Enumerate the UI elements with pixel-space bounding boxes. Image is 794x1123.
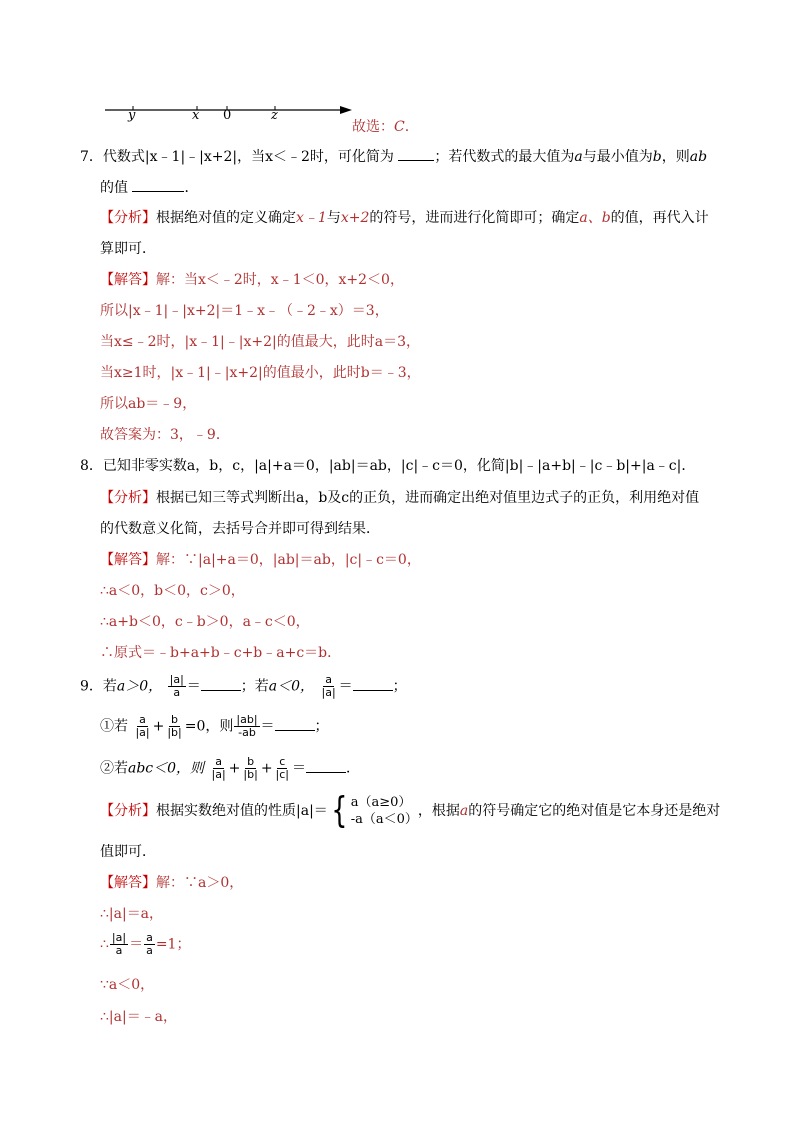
q7-solution-3: 当x≤﹣2时，|x﹣1|﹣|x+2|的值最大，此时a＝3， [100, 334, 420, 350]
q9-p1-semicolon: ； [314, 718, 329, 735]
q9-a-pos: a＞0， [116, 678, 163, 695]
q7-analysis1-c: 与 [326, 210, 341, 226]
number-line [100, 100, 360, 130]
frac-num: |ab| [236, 713, 258, 726]
q7-analysis-1 [100, 208, 709, 230]
q9-sol1: 解：∵a＞0， [156, 875, 244, 891]
frac-num: |a| [169, 673, 184, 686]
q7-analysis1-e: 的符号，进而进行化简即可；确定 [369, 210, 580, 226]
q9-if: 若 [102, 678, 117, 695]
q9-p2-frac2 [241, 756, 259, 781]
q9-p2-plus-1: + [228, 760, 241, 777]
q7-line2-a: 的值 [100, 180, 128, 196]
frac-num: a [325, 673, 332, 686]
q7-stem [80, 146, 707, 168]
frac-den: |b| [167, 726, 182, 739]
q9-analysis1-var: a [459, 803, 469, 819]
q7-number: 7． [80, 149, 103, 165]
number-line-answer [352, 117, 409, 139]
q8-number: 8． [80, 458, 103, 474]
q8-stem [80, 456, 695, 478]
q8-analysis-2: 的代数意义化简，去括号合并即可得到结果． [100, 521, 380, 537]
frac-num: a [139, 713, 146, 726]
q9-p2-blank [306, 758, 346, 773]
q9-eq-2: ＝ [338, 678, 353, 695]
piecewise-cases [351, 794, 418, 828]
q9-p1-frac2 [165, 714, 183, 739]
q7-stem-b: ；若代数式的最大值为 [434, 149, 575, 165]
q9-analysis-tag: 【分析】 [100, 803, 156, 819]
q9-analysis1-c: 的符号确定它的绝对值是它本身还是绝对 [468, 803, 721, 819]
q9-part2 [100, 756, 360, 788]
q7-solution-2: 所以|x﹣1|﹣|x+2|＝1﹣x﹣（﹣2﹣x）＝3， [100, 303, 389, 319]
q9-solution-4: ∵a＜0， [100, 977, 155, 993]
q9-p2-plus-2: + [260, 760, 273, 777]
q9-p2-eq: ＝ [292, 760, 307, 777]
q9-sol3-eq: ＝ [129, 936, 144, 953]
q9-sol3-frac1 [110, 932, 128, 957]
frac-num: |a| [111, 931, 127, 944]
q9-p1-frac1 [133, 714, 151, 739]
q9-blank-1 [201, 676, 241, 691]
q9-a-neg: a＜0， [268, 678, 315, 695]
q8-answer-tag: 【解答】 [100, 552, 156, 568]
q7-analysis1-b: x﹣1 [296, 210, 327, 226]
q7-line2-end: ． [184, 180, 199, 196]
label-zero: 0 [223, 108, 232, 123]
q7-analysis1-g: 的值，再代入计 [610, 210, 709, 226]
answer-end: . [404, 119, 410, 135]
q8-analysis1: 根据已知三等式判断出a，b及c的正负，进而确定出绝对值里边式子的正负，利用绝对值 [156, 490, 700, 506]
q7-stem-d: ，则 [661, 149, 690, 165]
q9-analysis1-a: 根据实数绝对值的性质|a|＝ [156, 803, 328, 819]
answer-letter: C [394, 119, 405, 135]
q8-solution-2: ∴a＜0，b＜0，c＞0， [100, 583, 245, 599]
q9-p1-eq0: =0，则 [184, 718, 234, 735]
q9-solution-2: ∴|a|＝a， [100, 906, 164, 922]
frac-den: -ab [238, 726, 256, 739]
frac-den: |c| [275, 768, 290, 781]
piece-top: a（a≥0） [350, 795, 412, 810]
frac-den: |a| [321, 686, 336, 699]
q7-solution-5: 所以ab＝﹣9， [100, 396, 197, 412]
q9-p2-period: ． [346, 760, 361, 777]
frac-den: |a| [135, 726, 150, 739]
q7-answer-tag: 【解答】 [100, 272, 156, 288]
frac-num: c [279, 755, 286, 768]
label-z: z [271, 108, 278, 123]
q9-solution-1 [100, 873, 243, 895]
frac-num: b [171, 713, 179, 726]
q7-analysis-tag: 【分析】 [100, 210, 156, 226]
q9-p1-frac3 [234, 714, 259, 739]
q9-analysis-2: 值即可． [100, 844, 156, 860]
q9-p2-lead: ②若 [100, 760, 128, 777]
q8-solution-3: ∴a+b＜0，c﹣b＞0，a﹣c＜0， [100, 614, 310, 630]
frac-den: |b| [243, 768, 258, 781]
q7-var-a: a [574, 149, 583, 165]
q9-eq-1: ＝ [186, 678, 201, 695]
q9-sol3-lead: ∴ [100, 936, 109, 953]
q9-semicolon: ；若 [240, 678, 269, 695]
q7-sol1: 解：当x＜﹣2时，x﹣1＜0，x+2＜0， [156, 272, 404, 288]
q8-solution-4: ∴原式＝﹣b+a+b﹣c+b﹣a+c＝b． [100, 645, 342, 661]
q8-solution-1 [100, 550, 421, 572]
q9-p2-frac3 [274, 756, 291, 781]
q9-answer-tag: 【解答】 [100, 875, 156, 891]
q8-analysis-1 [100, 488, 699, 510]
q9-p1-blank [275, 716, 315, 731]
q9-sol3-tail: =1； [155, 936, 191, 953]
q7-solution-6: 故答案为：3，﹣9． [100, 427, 230, 443]
q7-blank-1 [398, 146, 434, 161]
q9-p1-eq: ＝ [260, 718, 275, 735]
q9-solution-5: ∴|a|＝﹣a， [100, 1009, 178, 1025]
q7-solution-4: 当x≥1时，|x﹣1|﹣|x+2|的值最小，此时b＝﹣3， [100, 365, 421, 381]
q7-solution-1 [100, 270, 404, 292]
q8-analysis-tag: 【分析】 [100, 490, 156, 506]
frac-den: a [146, 944, 153, 957]
q7-analysis1-a: 根据绝对值的定义确定 [156, 210, 296, 226]
q9-solution-3 [100, 932, 190, 964]
q9-number: 9． [80, 678, 103, 695]
frac-num: a [146, 931, 153, 944]
q7-stem-c: 与最小值为 [582, 149, 653, 165]
q9-frac-abs-a-over-a [168, 674, 186, 699]
q9-frac-a-over-abs-a [320, 674, 338, 699]
frac-num: a [215, 755, 222, 768]
q9-analysis1-b: ，根据 [417, 803, 460, 819]
q7-analysis1-f: a、b [579, 210, 611, 226]
q9-p1-lead: ①若 [100, 718, 128, 735]
frac-den: a [173, 686, 181, 699]
q9-part1 [100, 714, 329, 746]
piece-bottom: -a（a＜0） [350, 812, 418, 827]
label-x: x [192, 108, 200, 123]
frac-den: |a| [211, 768, 226, 781]
q9-analysis-1 [100, 790, 721, 837]
q8-stem-text: 已知非零实数a，b，c，|a|+a＝0，|ab|＝ab，|c|﹣c＝0，化简|b|﹣|a+b|﹣|c﹣b|+|a﹣c|． [102, 458, 696, 474]
q7-analysis1-d: x+2 [340, 210, 370, 226]
q7-stem-line2 [100, 177, 198, 199]
q9-p1-plus: + [152, 718, 165, 735]
q9-end-semicolon: ； [392, 678, 407, 695]
q7-var-b: b [652, 149, 662, 165]
q7-blank-2 [132, 177, 184, 192]
label-y: y [128, 108, 136, 123]
piecewise-brace: { [331, 790, 348, 831]
q9-stem [80, 674, 407, 704]
frac-den: a [115, 944, 123, 957]
q7-analysis-2: 算即可． [100, 241, 156, 257]
q9-sol3-frac2 [144, 932, 155, 957]
frac-num: b [247, 755, 255, 768]
q8-sol1: 解：∵|a|+a＝0，|ab|＝ab，|c|﹣c＝0， [156, 552, 421, 568]
q9-p2-frac1 [210, 756, 228, 781]
q9-p2-cond: abc＜0，则 [128, 760, 205, 777]
answer-prefix: 故选： [352, 119, 394, 135]
q7-var-ab: ab [689, 149, 708, 165]
q9-blank-2 [353, 676, 393, 691]
q7-stem-a: 代数式|x﹣1|﹣|x+2|，当x＜﹣2时，可化简为 [102, 149, 394, 165]
